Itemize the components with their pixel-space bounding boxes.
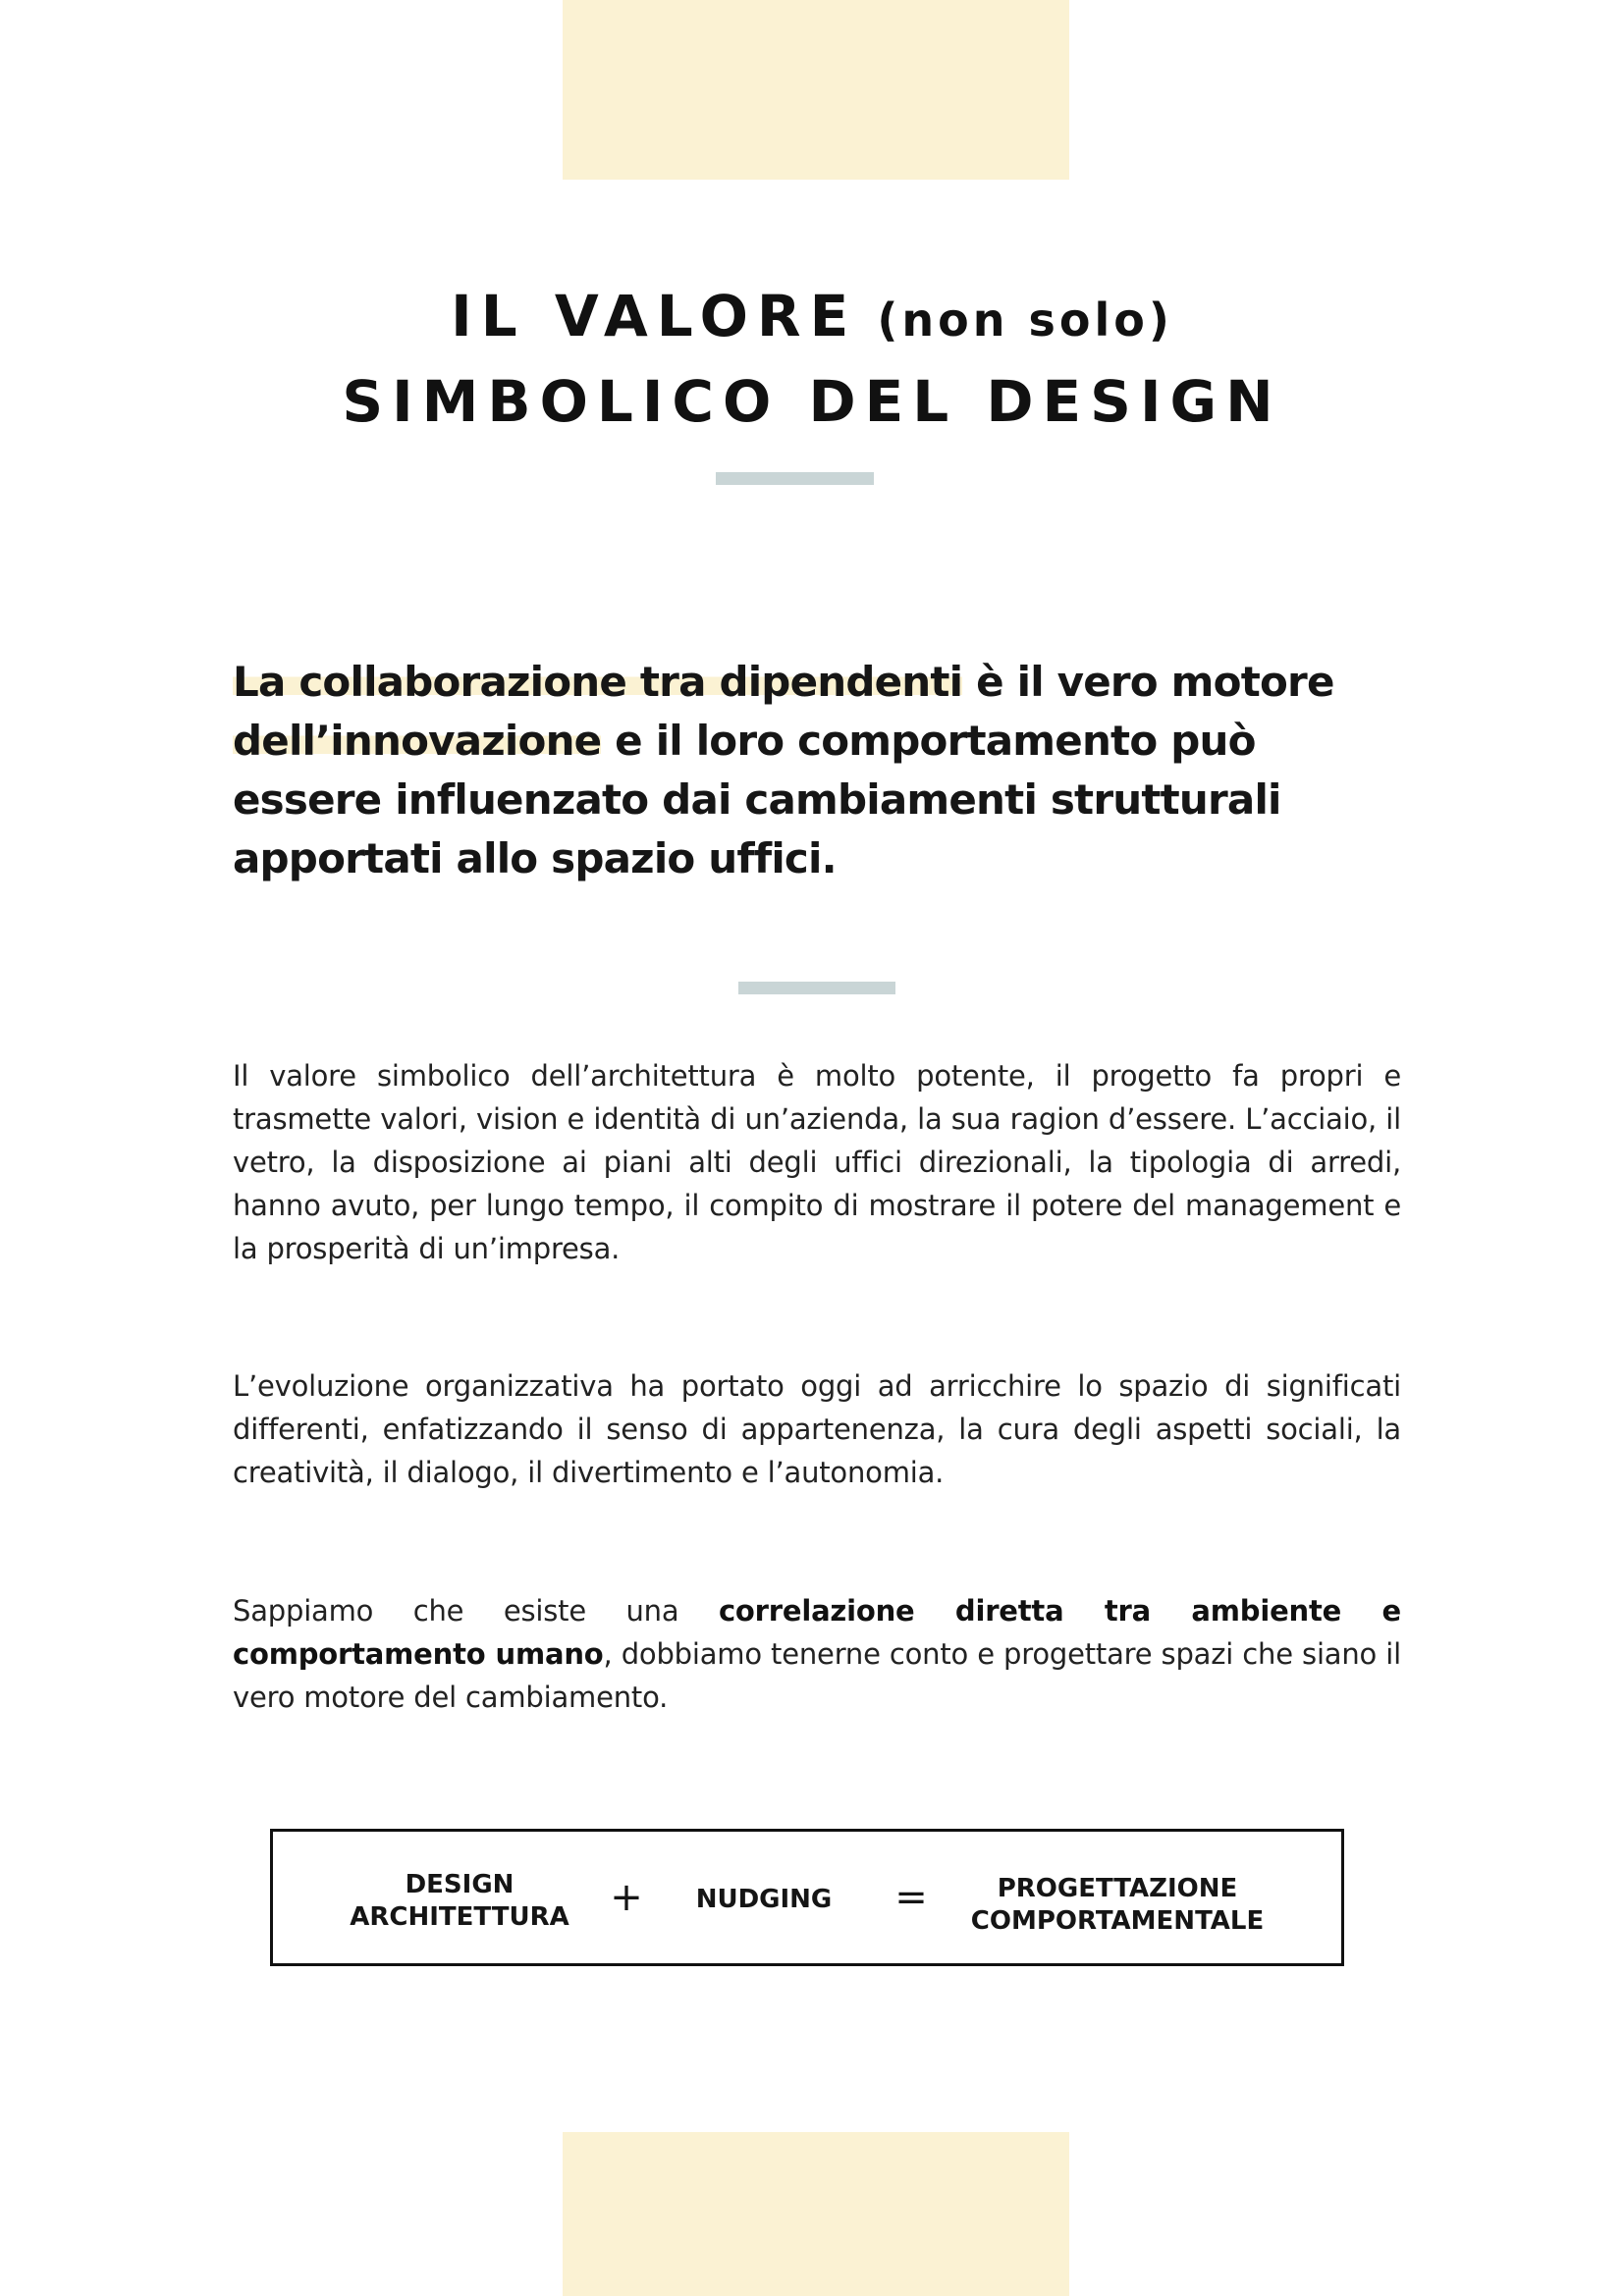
term-a-line-2: ARCHITETTURA bbox=[350, 1902, 569, 1932]
formula-plus-sign: + bbox=[610, 1875, 643, 1920]
title-line-1 bbox=[451, 283, 1173, 349]
paragraph-correlation bbox=[233, 1589, 1401, 1719]
result-line-1: PROGETTAZIONE bbox=[997, 1874, 1238, 1903]
page-title bbox=[0, 278, 1624, 449]
title-divider bbox=[716, 472, 874, 485]
p3-bold: correlazione diretta tra ambiente e comportamento umano bbox=[233, 1594, 1401, 1671]
p3-start: Sappiamo che esiste una bbox=[233, 1594, 719, 1628]
section-divider bbox=[738, 982, 895, 994]
lead-highlight-2: dell’innovazione bbox=[233, 717, 602, 765]
title-line-2: SIMBOLICO DEL DESIGN bbox=[342, 368, 1282, 435]
paragraph-symbolic-value: Il valore simbolico dell’architettura è molto potente, il progetto fa propri e trasmette valori, vision e identità di un’azienda, la sua ragion d’essere. L’acciaio, il vetro, la disposizione ai piani alti degli uffici direzionali, la tipologia di arredi, hanno avuto, per lungo tempo, il compito di mostrare il potere del management e la prosperità di un’impresa. bbox=[233, 1059, 1401, 1265]
paragraph-organizational-evolution: L’evoluzione organizzativa ha portato oggi ad arricchire lo spazio di significati differenti, enfatizzando il senso di appartenenza, la cura degli aspetti sociali, la creatività, il dialogo, il divertimento e l’autonomia. bbox=[233, 1369, 1401, 1489]
formula-result bbox=[960, 1873, 1274, 1938]
formula-term-nudging: NUDGING bbox=[695, 1885, 833, 1914]
title-parenthetical: (non solo) bbox=[877, 294, 1173, 347]
lead-text-1: è il vero motore bbox=[962, 658, 1334, 706]
formula-equals-sign: = bbox=[894, 1875, 928, 1920]
p3-end: , dobbiamo tenerne conto e progettare spazi che siano il vero motore del cambiamento. bbox=[233, 1637, 1401, 1714]
term-a-line-1: DESIGN bbox=[405, 1870, 514, 1899]
top-decorative-block bbox=[563, 0, 1069, 180]
title-main: IL VALORE bbox=[451, 283, 858, 349]
result-line-2: COMPORTAMENTALE bbox=[970, 1906, 1265, 1936]
bottom-decorative-block bbox=[563, 2132, 1069, 2296]
lead-statement bbox=[233, 653, 1401, 888]
formula-box bbox=[270, 1829, 1344, 1966]
lead-text-2: e il loro comportamento può essere influenzato dai cambiamenti strutturali apportati allo spazio uffici. bbox=[233, 717, 1281, 882]
formula-term-design-architecture bbox=[332, 1869, 587, 1934]
lead-highlight-1: La collaborazione tra dipendenti bbox=[233, 658, 963, 706]
